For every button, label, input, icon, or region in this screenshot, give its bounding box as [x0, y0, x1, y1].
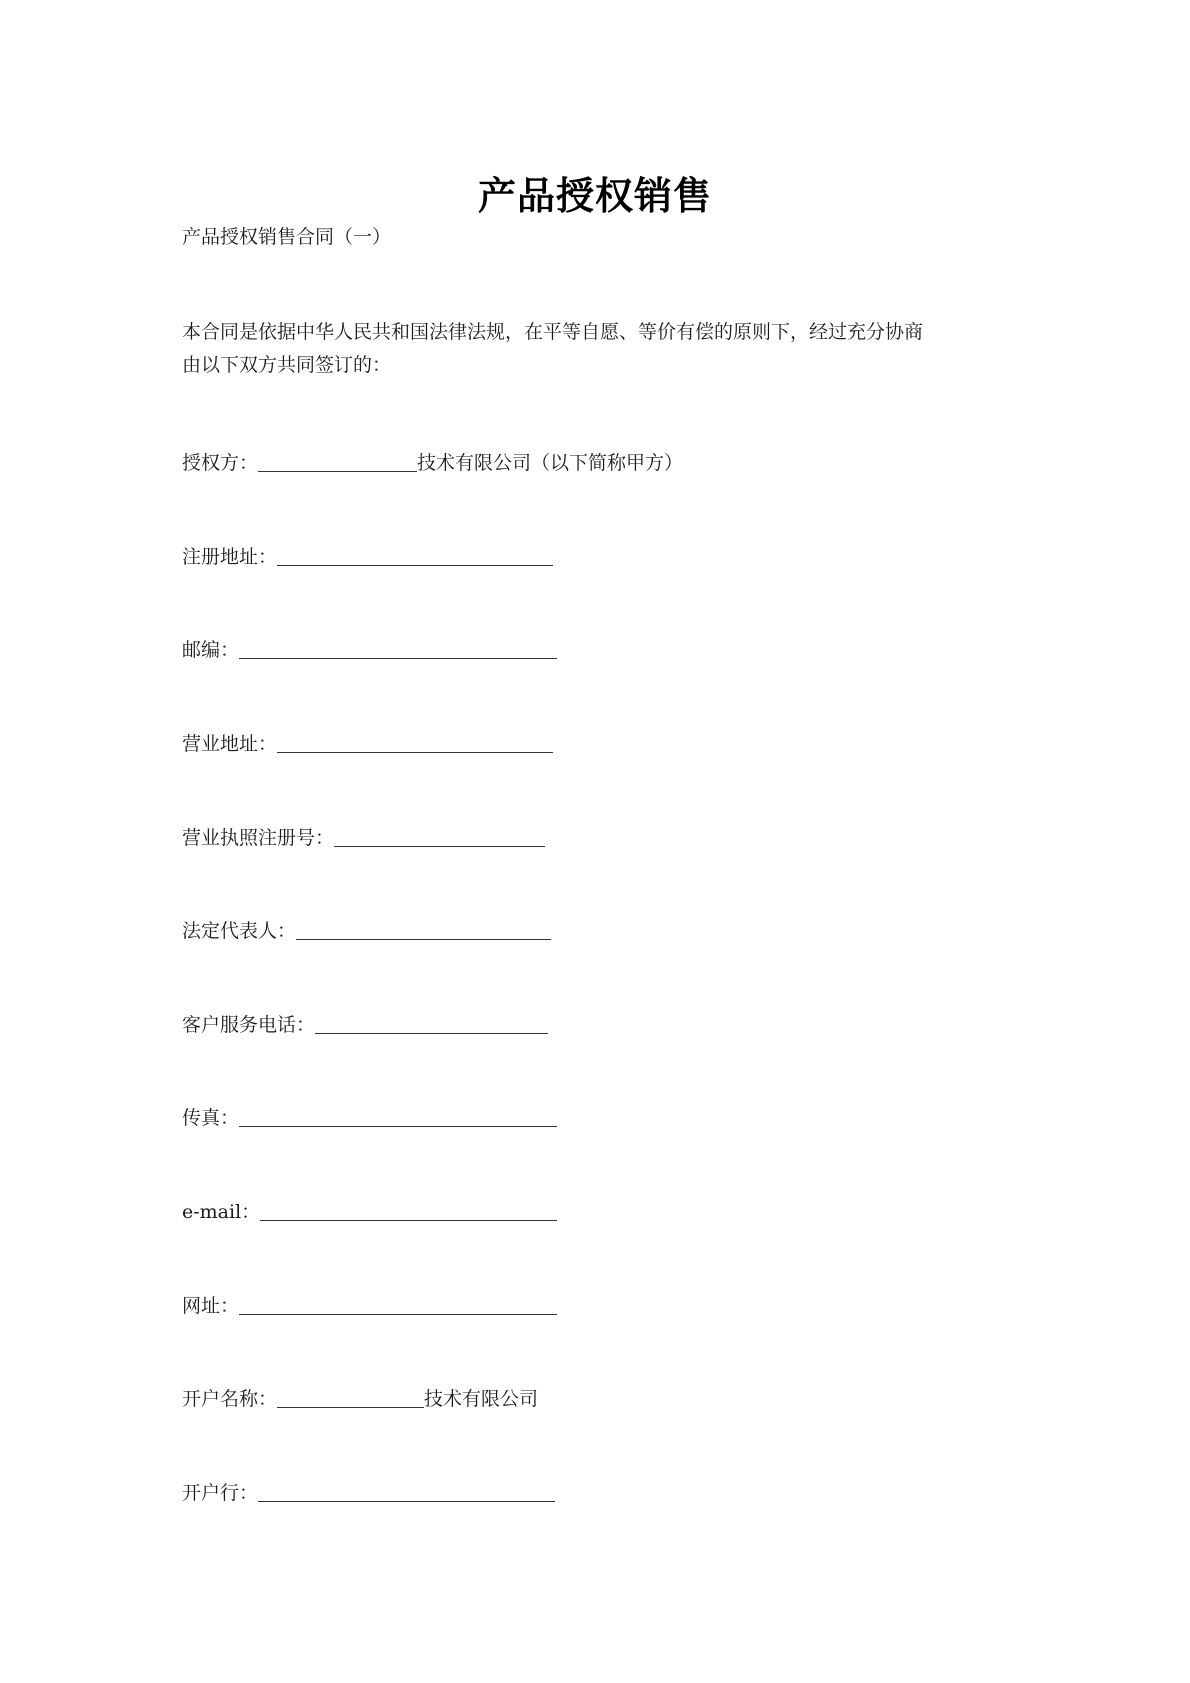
field-account-name-suffix: 技术有限公司: [424, 1388, 539, 1410]
field-service-phone: [182, 1010, 548, 1037]
document-title: 产品授权销售: [477, 173, 712, 218]
field-postcode: [182, 635, 557, 662]
field-email-label: e-mail：: [182, 1201, 261, 1223]
field-website: [182, 1291, 557, 1318]
field-license-no-label: 营业执照注册号：: [182, 827, 335, 849]
field-business-address-label: 营业地址：: [182, 733, 278, 755]
field-email: [182, 1197, 557, 1224]
field-licensor-label: 授权方：: [182, 452, 259, 474]
document-subtitle: 产品授权销售合同（一）: [182, 226, 392, 248]
website-blank[interactable]: [239, 1296, 557, 1315]
field-legal-rep-label: 法定代表人：: [182, 920, 297, 942]
field-bank: [182, 1478, 555, 1505]
field-service-phone-label: 客户服务电话：: [182, 1014, 316, 1036]
field-registered-address: [182, 542, 553, 569]
field-licensor: [182, 448, 683, 475]
email-blank[interactable]: [260, 1202, 557, 1221]
business-address-blank[interactable]: [277, 734, 553, 753]
field-legal-rep: [182, 916, 551, 943]
intro-line-1: 本合同是依据中华人民共和国法律法规，在平等自愿、等价有偿的原则下，经过充分协商: [182, 321, 924, 343]
fax-blank[interactable]: [239, 1108, 557, 1127]
field-account-name: [182, 1384, 538, 1411]
intro-line-2: 由以下双方共同签订的：: [182, 354, 392, 376]
service-phone-blank[interactable]: [315, 1015, 548, 1034]
license-no-blank[interactable]: [334, 828, 545, 847]
account-name-blank[interactable]: [277, 1389, 424, 1408]
field-fax: [182, 1103, 557, 1130]
field-fax-label: 传真：: [182, 1107, 240, 1129]
licensor-blank[interactable]: [258, 453, 417, 472]
field-bank-label: 开户行：: [182, 1482, 259, 1504]
field-website-label: 网址：: [182, 1295, 240, 1317]
field-postcode-label: 邮编：: [182, 639, 240, 661]
field-registered-address-label: 注册地址：: [182, 546, 278, 568]
field-licensor-suffix: 技术有限公司（以下简称甲方）: [417, 452, 684, 474]
registered-address-blank[interactable]: [277, 547, 553, 566]
field-business-address: [182, 729, 553, 756]
intro-paragraph: [182, 316, 1022, 382]
postcode-blank[interactable]: [239, 640, 557, 659]
legal-rep-blank[interactable]: [296, 921, 551, 940]
field-license-no: [182, 823, 545, 850]
bank-blank[interactable]: [258, 1483, 555, 1502]
field-account-name-label: 开户名称：: [182, 1388, 278, 1410]
